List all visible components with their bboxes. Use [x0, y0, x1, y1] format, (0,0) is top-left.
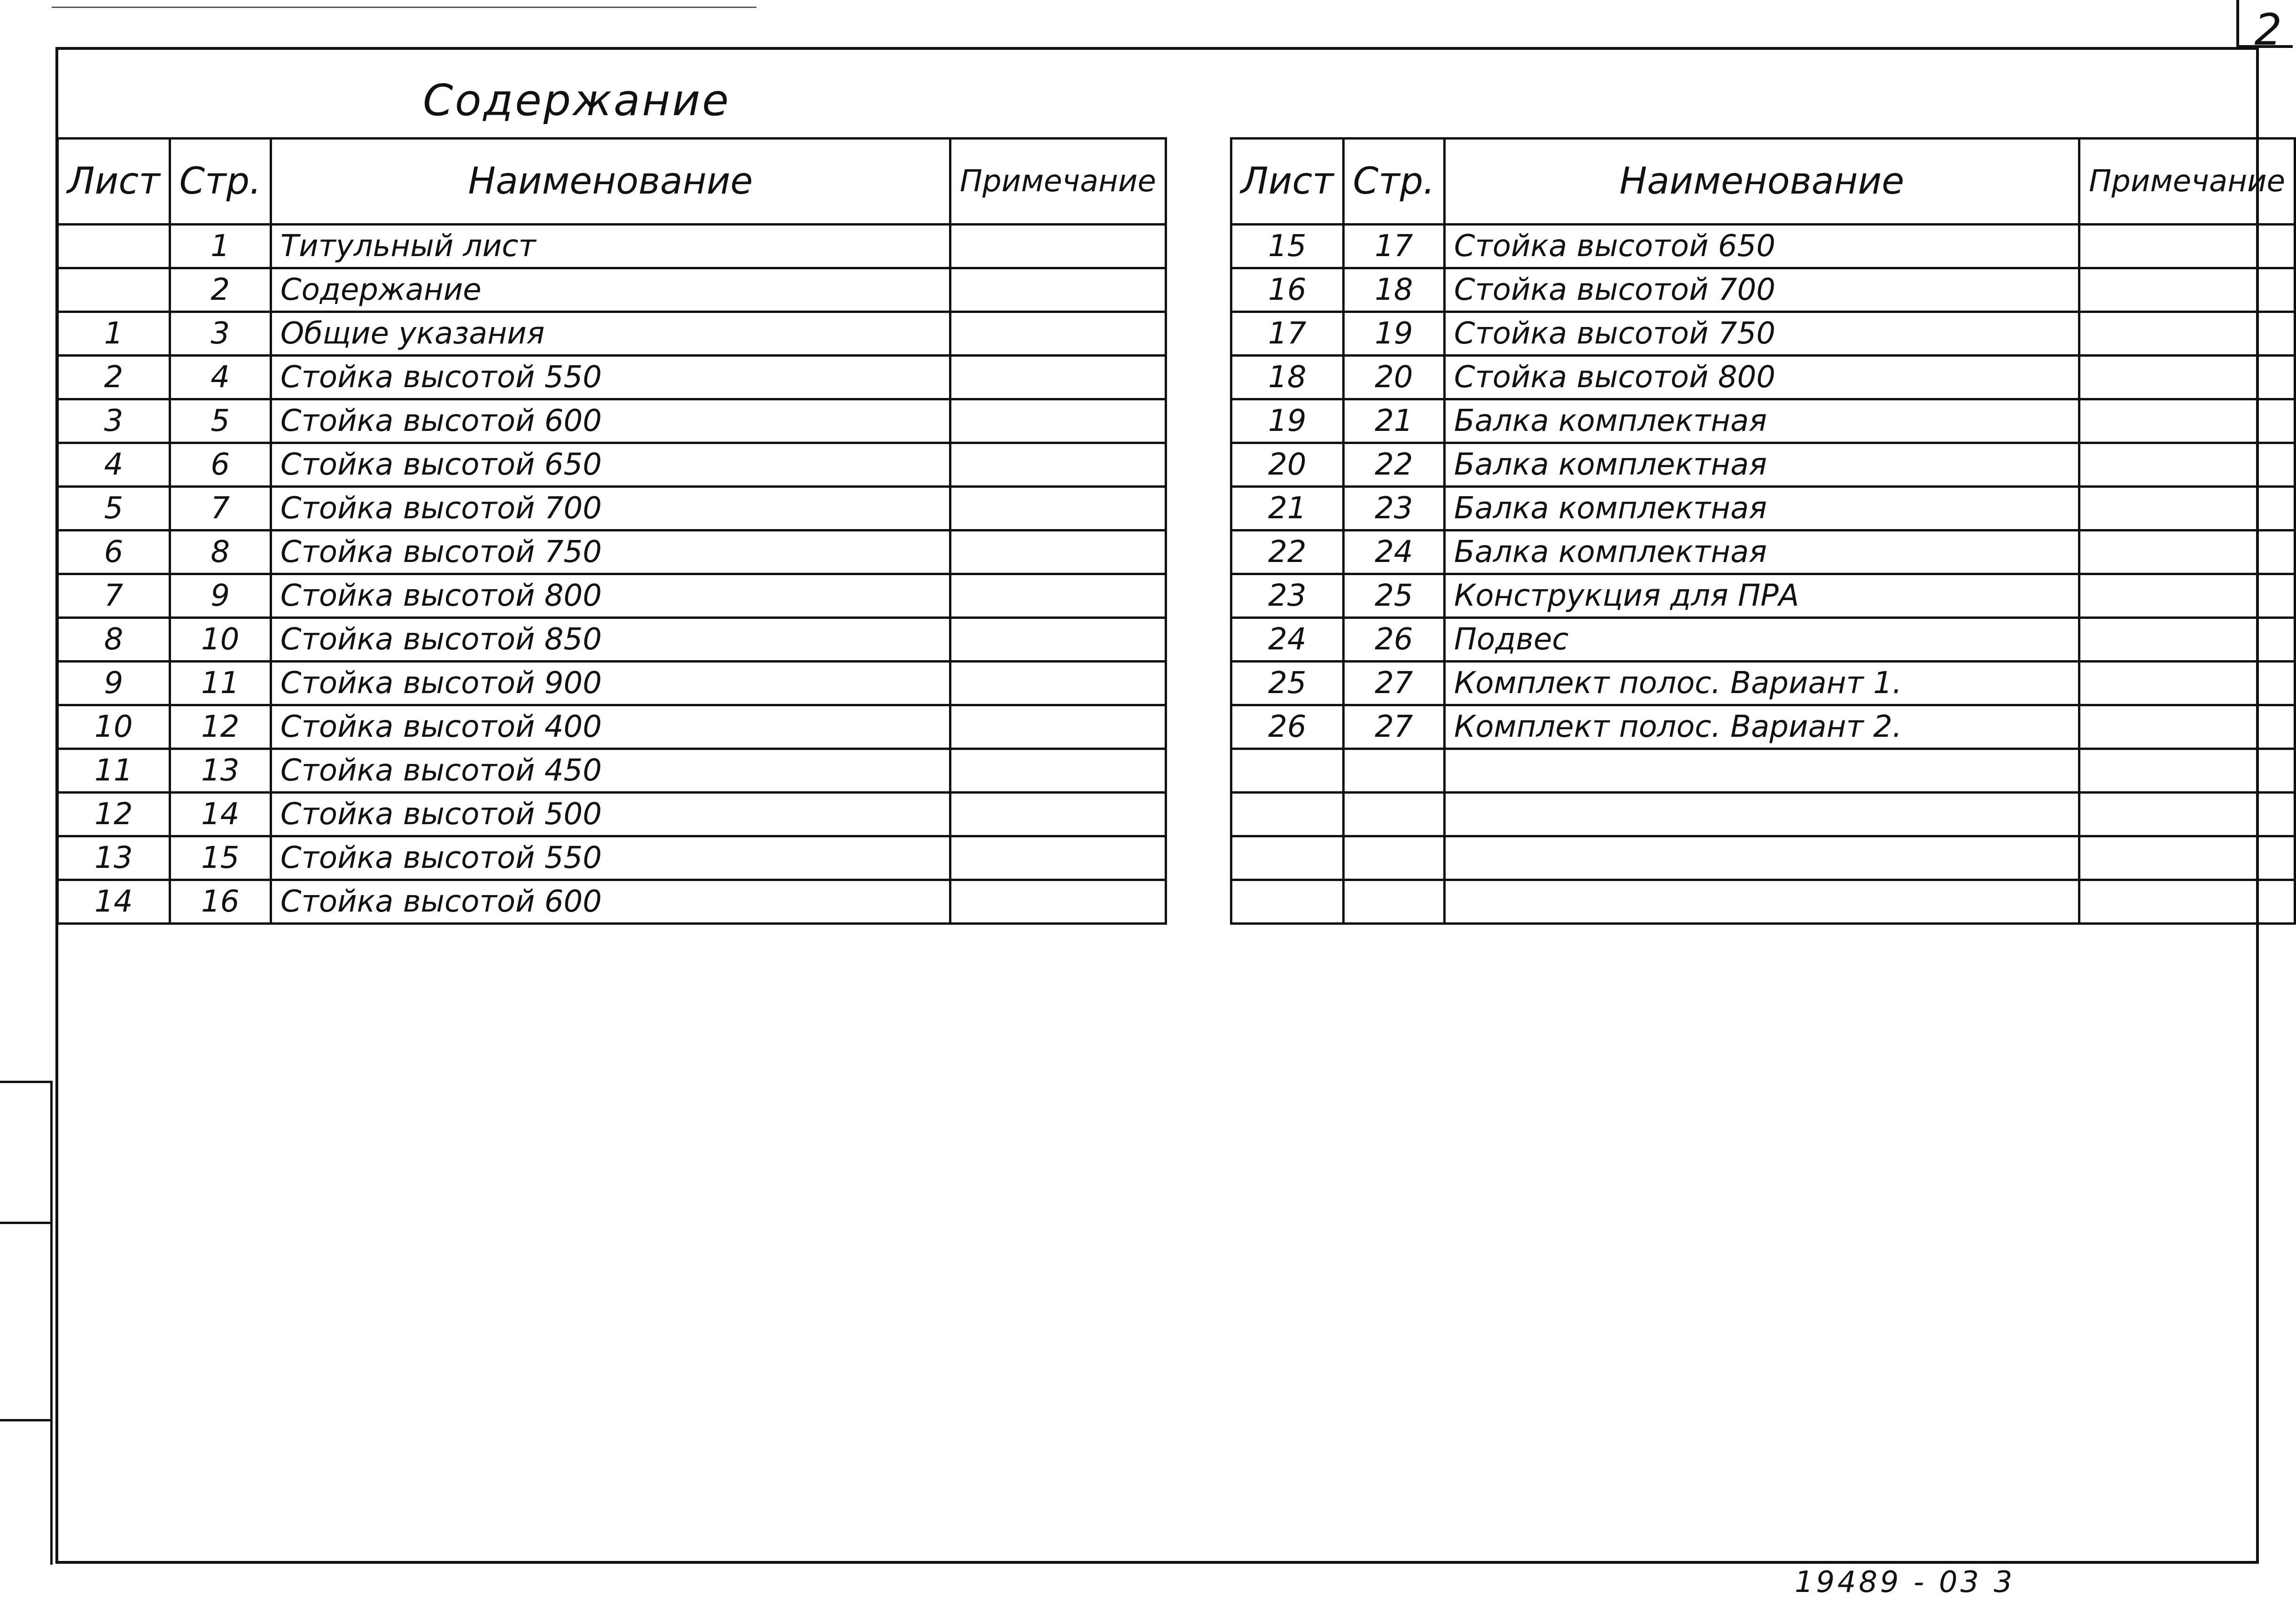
cell-page: 26: [1343, 618, 1444, 662]
document-code: 19489 - 03 3: [1795, 1565, 2016, 1599]
table-row: [58, 705, 1166, 749]
cell-page: 3: [170, 312, 271, 356]
cell-sheet: [1231, 793, 1344, 836]
cell-page: 4: [170, 356, 271, 399]
cell-sheet: 11: [58, 749, 170, 793]
header-page: Стр.: [1343, 139, 1444, 225]
header-note: Примечание: [2079, 139, 2295, 225]
table-row: [1231, 880, 2295, 924]
cell-note: [2079, 749, 2295, 793]
cell-sheet: 26: [1231, 705, 1344, 749]
cell-name: Содержание: [271, 268, 950, 312]
header-sheet: Лист: [58, 139, 170, 225]
table-row: [1231, 836, 2295, 880]
cell-name: Стойка высотой 500: [271, 793, 950, 836]
cell-note: [950, 662, 1166, 705]
header-sheet: Лист: [1231, 139, 1344, 225]
table-row: [1231, 793, 2295, 836]
table-row: [58, 487, 1166, 530]
cell-name: Стойка высотой 700: [271, 487, 950, 530]
table-row: [1231, 225, 2295, 268]
cell-page: 27: [1343, 705, 1444, 749]
cell-name: Стойка высотой 650: [271, 443, 950, 487]
page-number: 2: [2254, 5, 2282, 55]
cell-sheet: [1231, 749, 1344, 793]
cell-page: 23: [1343, 487, 1444, 530]
cell-name: Балка комплектная: [1444, 443, 2079, 487]
cell-sheet: 19: [1231, 399, 1344, 443]
cell-page: 9: [170, 574, 271, 618]
cell-note: [950, 836, 1166, 880]
cell-sheet: 21: [1231, 487, 1344, 530]
cell-sheet: [58, 225, 170, 268]
cell-name: Общие указания: [271, 312, 950, 356]
side-stamp-cell: [0, 1222, 53, 1421]
side-stamp-cell: [0, 1419, 53, 1567]
cell-page: 10: [170, 618, 271, 662]
table-row: [58, 312, 1166, 356]
cell-page: 25: [1343, 574, 1444, 618]
cell-sheet: 8: [58, 618, 170, 662]
cell-name: Комплект полос. Вариант 1.: [1444, 662, 2079, 705]
table-header-row: [58, 139, 1166, 225]
cell-note: [950, 749, 1166, 793]
cell-name: Стойка высотой 600: [271, 399, 950, 443]
cell-sheet: 4: [58, 443, 170, 487]
cell-page: 21: [1343, 399, 1444, 443]
table-header-row: [1231, 139, 2295, 225]
cell-name: Стойка высотой 800: [271, 574, 950, 618]
cell-note: [950, 530, 1166, 574]
cell-sheet: 15: [1231, 225, 1344, 268]
cell-sheet: 9: [58, 662, 170, 705]
cell-sheet: 24: [1231, 618, 1344, 662]
cell-name: Стойка высотой 550: [271, 836, 950, 880]
cell-note: [2079, 487, 2295, 530]
cell-page: 7: [170, 487, 271, 530]
cell-page: 19: [1343, 312, 1444, 356]
cell-note: [950, 487, 1166, 530]
cell-name: Стойка высотой 400: [271, 705, 950, 749]
cell-name: Стойка высотой 900: [271, 662, 950, 705]
cell-page: 27: [1343, 662, 1444, 705]
contents-table-right: [1230, 137, 2296, 925]
cell-note: [2079, 312, 2295, 356]
cell-sheet: 14: [58, 880, 170, 924]
table-row: [1231, 487, 2295, 530]
table-row: [58, 399, 1166, 443]
cell-sheet: [1231, 880, 1344, 924]
cell-name: Балка комплектная: [1444, 487, 2079, 530]
table-row: [58, 443, 1166, 487]
table-row: [58, 574, 1166, 618]
cell-name: Балка комплектная: [1444, 530, 2079, 574]
table-row: [58, 356, 1166, 399]
cell-sheet: 16: [1231, 268, 1344, 312]
cell-note: [950, 705, 1166, 749]
cell-name: Стойка высотой 800: [1444, 356, 2079, 399]
cell-note: [2079, 705, 2295, 749]
table-row: [58, 225, 1166, 268]
header-page: Стр.: [170, 139, 271, 225]
cell-note: [2079, 225, 2295, 268]
cell-page: 22: [1343, 443, 1444, 487]
cell-sheet: 2: [58, 356, 170, 399]
cell-name: Стойка высотой 850: [271, 618, 950, 662]
table-row: [58, 793, 1166, 836]
cell-sheet: 25: [1231, 662, 1344, 705]
cell-sheet: 13: [58, 836, 170, 880]
cell-name: Титульный лист: [271, 225, 950, 268]
cell-sheet: 5: [58, 487, 170, 530]
cell-name: Стойка высотой 650: [1444, 225, 2079, 268]
cell-sheet: 20: [1231, 443, 1344, 487]
cell-page: 13: [170, 749, 271, 793]
cell-page: 6: [170, 443, 271, 487]
cell-note: [950, 356, 1166, 399]
table-row: [1231, 356, 2295, 399]
table-row: [58, 749, 1166, 793]
cell-page: 2: [170, 268, 271, 312]
cell-sheet: 23: [1231, 574, 1344, 618]
cell-name: Стойка высотой 700: [1444, 268, 2079, 312]
cell-page: [1343, 793, 1444, 836]
table-row: [58, 530, 1166, 574]
cell-sheet: 12: [58, 793, 170, 836]
cell-note: [2079, 443, 2295, 487]
table-row: [1231, 268, 2295, 312]
cell-name: Стойка высотой 550: [271, 356, 950, 399]
cell-note: [950, 312, 1166, 356]
cell-sheet: 6: [58, 530, 170, 574]
cell-note: [950, 880, 1166, 924]
cell-page: 24: [1343, 530, 1444, 574]
cell-sheet: 10: [58, 705, 170, 749]
cell-page: 18: [1343, 268, 1444, 312]
cell-note: [2079, 574, 2295, 618]
cell-page: [1343, 749, 1444, 793]
page-number-box-left: [2236, 0, 2239, 47]
header-name: Наименование: [271, 139, 950, 225]
cell-name: Стойка высотой 750: [271, 530, 950, 574]
table-row: [1231, 530, 2295, 574]
cell-name: [1444, 880, 2079, 924]
cell-note: [2079, 268, 2295, 312]
cell-sheet: 3: [58, 399, 170, 443]
cell-name: Балка комплектная: [1444, 399, 2079, 443]
cell-note: [2079, 618, 2295, 662]
cell-note: [2079, 530, 2295, 574]
cell-sheet: 17: [1231, 312, 1344, 356]
cell-note: [950, 793, 1166, 836]
cell-page: 14: [170, 793, 271, 836]
cell-page: 12: [170, 705, 271, 749]
cell-note: [2079, 662, 2295, 705]
top-scan-line: [52, 7, 756, 8]
cell-note: [950, 443, 1166, 487]
cell-name: [1444, 793, 2079, 836]
contents-table-left: [56, 137, 1167, 925]
cell-page: 17: [1343, 225, 1444, 268]
table-row: [58, 618, 1166, 662]
cell-page: 1: [170, 225, 271, 268]
cell-page: 15: [170, 836, 271, 880]
cell-page: 16: [170, 880, 271, 924]
table-row: [1231, 399, 2295, 443]
cell-note: [950, 399, 1166, 443]
cell-page: 20: [1343, 356, 1444, 399]
table-row: [58, 836, 1166, 880]
header-note: Примечание: [950, 139, 1166, 225]
header-name: Наименование: [1444, 139, 2079, 225]
cell-name: Комплект полос. Вариант 2.: [1444, 705, 2079, 749]
cell-sheet: [58, 268, 170, 312]
cell-name: [1444, 836, 2079, 880]
table-row: [58, 662, 1166, 705]
table-row: [58, 268, 1166, 312]
cell-sheet: [1231, 836, 1344, 880]
cell-name: [1444, 749, 2079, 793]
table-row: [1231, 312, 2295, 356]
table-row: [1231, 574, 2295, 618]
cell-sheet: 7: [58, 574, 170, 618]
table-row: [1231, 662, 2295, 705]
page-title: Содержание: [423, 75, 731, 125]
cell-note: [950, 574, 1166, 618]
cell-name: Конструкция для ПРА: [1444, 574, 2079, 618]
cell-page: [1343, 836, 1444, 880]
cell-note: [2079, 399, 2295, 443]
cell-page: [1343, 880, 1444, 924]
table-row: [1231, 443, 2295, 487]
cell-sheet: 22: [1231, 530, 1344, 574]
table-row: [58, 880, 1166, 924]
cell-note: [2079, 356, 2295, 399]
table-row: [1231, 705, 2295, 749]
cell-note: [950, 225, 1166, 268]
cell-page: 5: [170, 399, 271, 443]
side-stamp-cell: [0, 1081, 53, 1224]
cell-name: Подвес: [1444, 618, 2079, 662]
cell-page: 8: [170, 530, 271, 574]
cell-note: [2079, 836, 2295, 880]
cell-note: [2079, 793, 2295, 836]
cell-page: 11: [170, 662, 271, 705]
cell-note: [2079, 880, 2295, 924]
cell-sheet: 1: [58, 312, 170, 356]
cell-name: Стойка высотой 750: [1444, 312, 2079, 356]
cell-sheet: 18: [1231, 356, 1344, 399]
table-row: [1231, 618, 2295, 662]
cell-note: [950, 618, 1166, 662]
side-stamp: [0, 1081, 53, 1565]
cell-note: [950, 268, 1166, 312]
table-row: [1231, 749, 2295, 793]
cell-name: Стойка высотой 450: [271, 749, 950, 793]
cell-name: Стойка высотой 600: [271, 880, 950, 924]
